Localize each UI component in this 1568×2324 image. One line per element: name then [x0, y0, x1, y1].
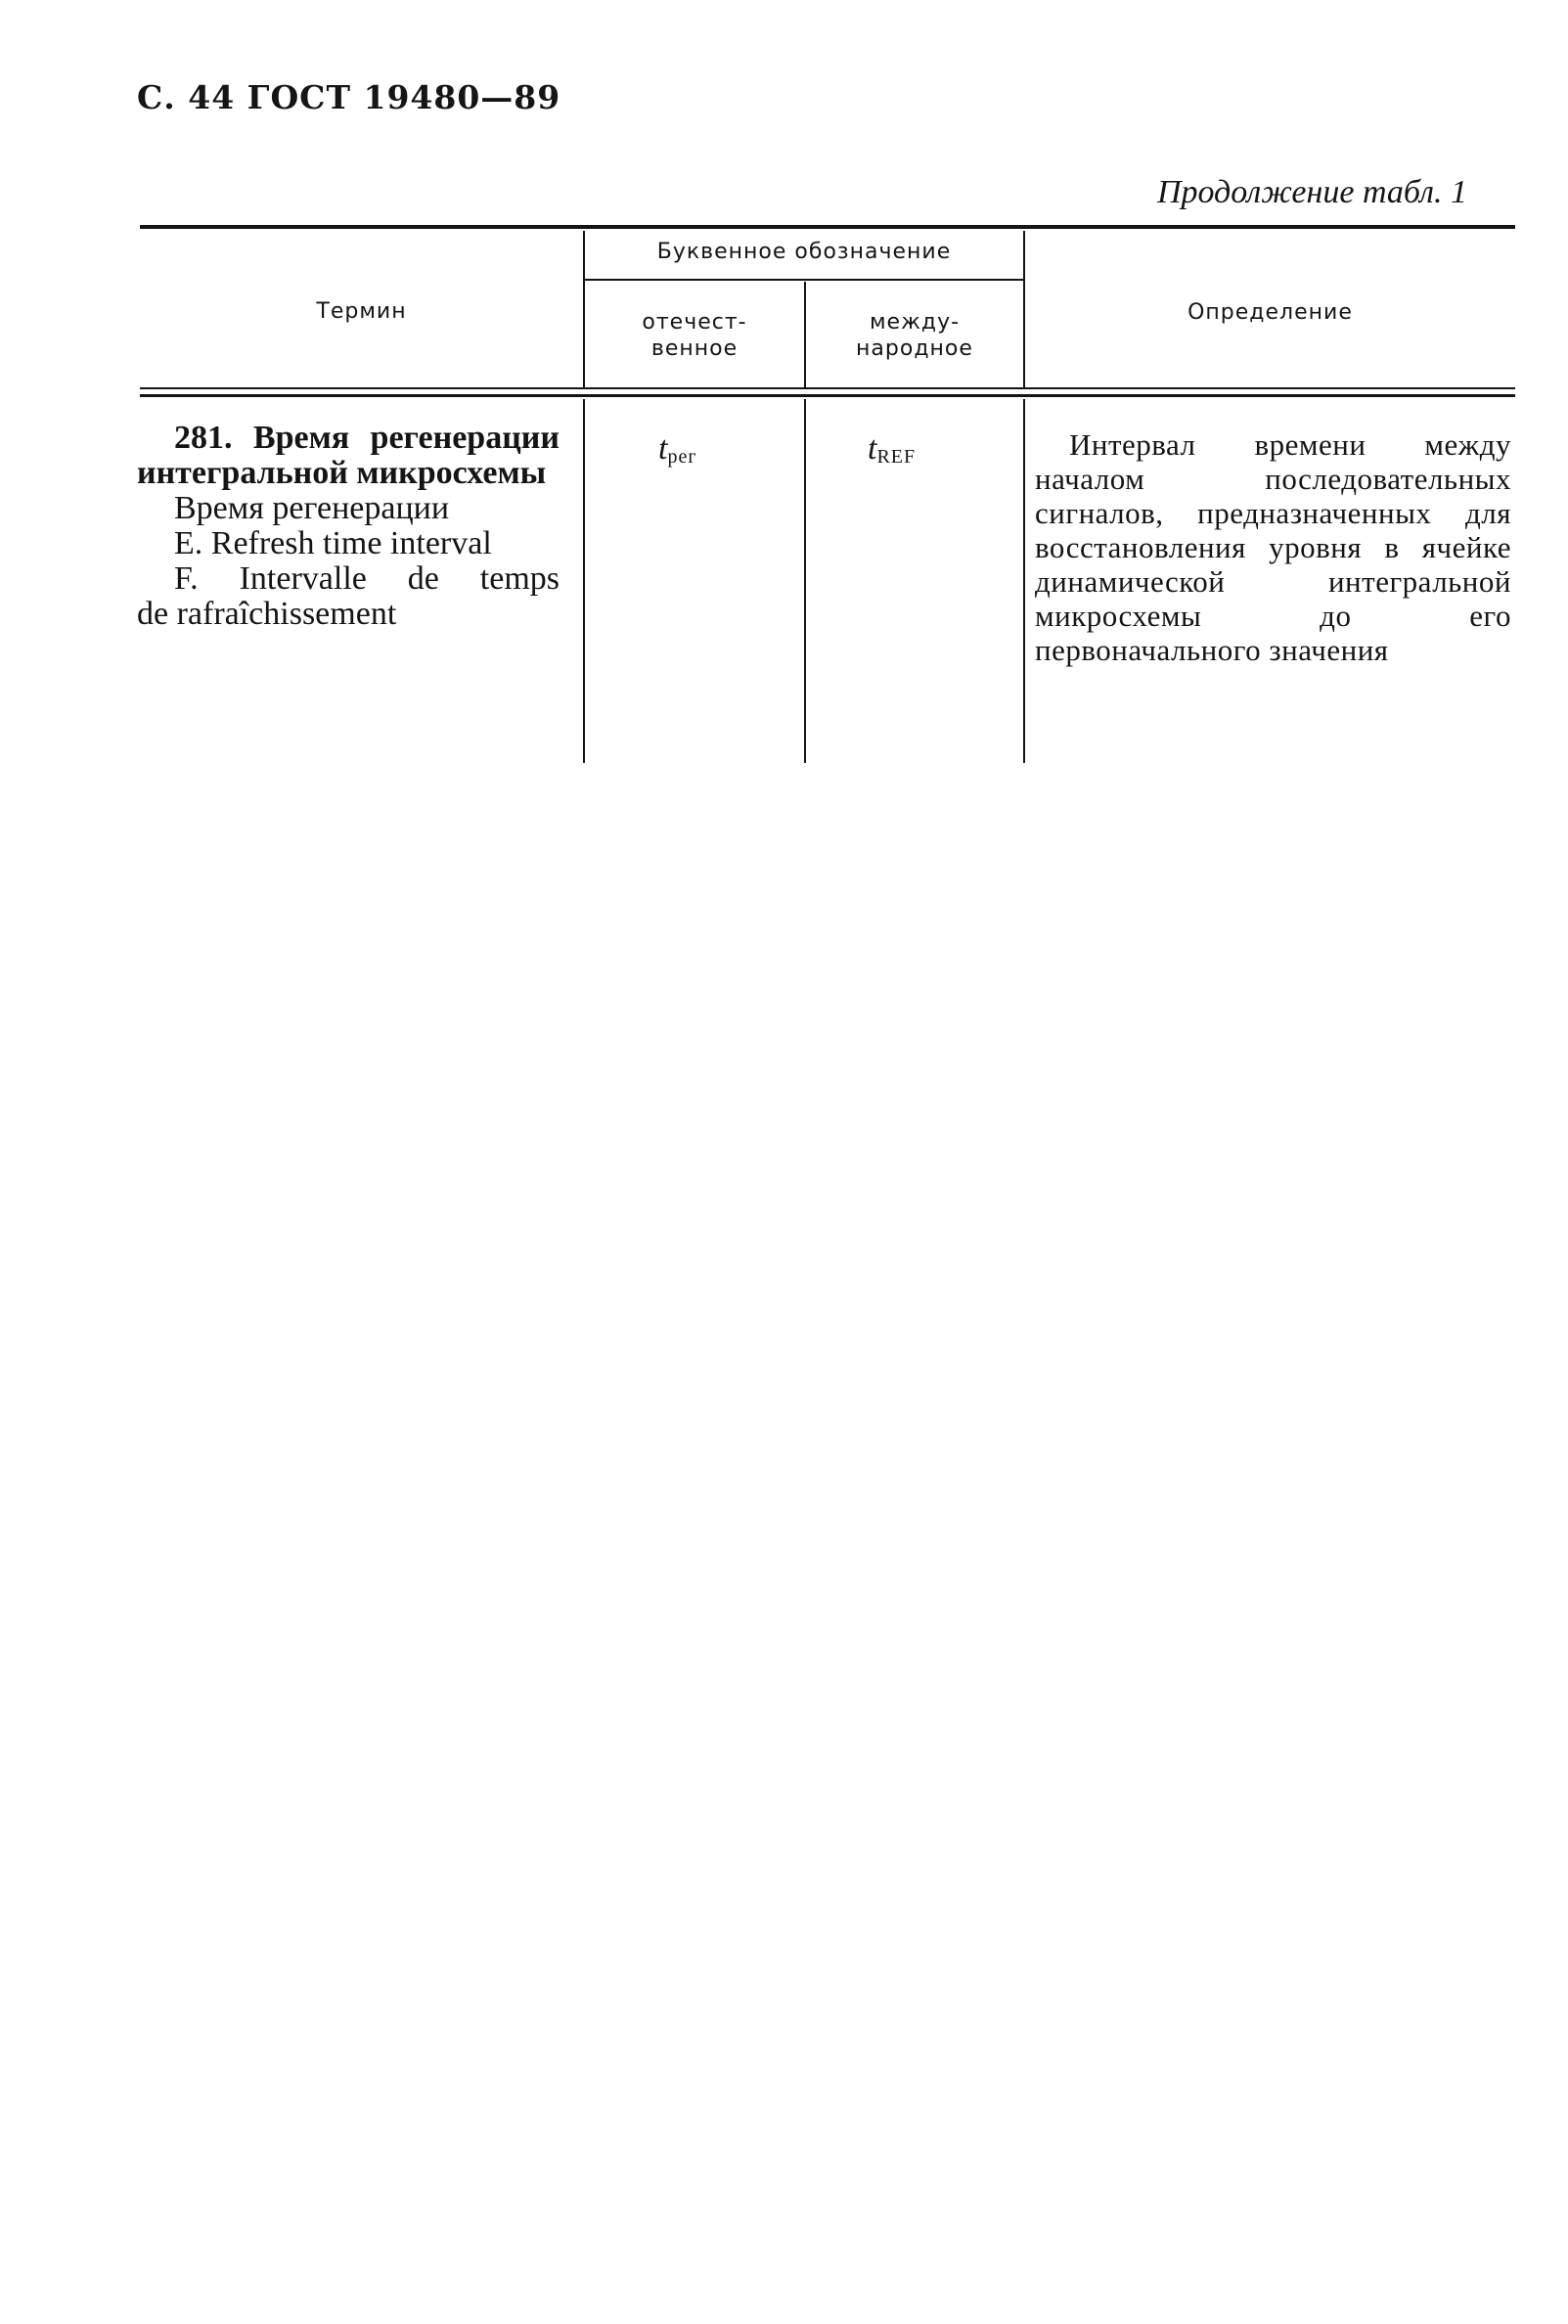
- international-symbol: [868, 430, 916, 469]
- term-french-line1: F. Intervalle de temps: [174, 560, 560, 597]
- table-row-term: [137, 421, 560, 632]
- column-header-international-line2: народное: [856, 336, 973, 361]
- body-column-divider-3: [1023, 399, 1025, 763]
- column-header-domestic-line1: отечест-: [642, 310, 747, 335]
- table-top-rule: [140, 225, 1515, 229]
- term-synonym: Время регенерации: [174, 490, 450, 526]
- column-header-term: Термин: [316, 299, 407, 324]
- international-symbol-sub: REF: [876, 446, 917, 468]
- domestic-symbol-sub: рег: [667, 446, 697, 468]
- definition-text: Интервал времени между началом последовательных сигналов, предназначенных для восстановления уровня в ячейке динамической интегральной микросхемы до его первоначального значения: [1035, 427, 1511, 667]
- domestic-symbol: [658, 430, 697, 469]
- column-header-letter-designation: Буквенное обозначение: [656, 240, 952, 264]
- page-header: С. 44 ГОСТ 19480—89: [137, 78, 561, 116]
- column-header-international-line1: между-: [869, 310, 961, 335]
- international-symbol-base: t: [868, 430, 877, 467]
- header-bottom-rule-double: [140, 394, 1515, 397]
- letter-designation-rule: [584, 279, 1023, 281]
- body-column-divider-2: [804, 399, 806, 763]
- term-number-title: 281. Время регенерации интегральной микросхемы: [137, 420, 560, 491]
- term-english: E. Refresh time interval: [174, 525, 492, 561]
- domestic-symbol-base: t: [658, 430, 668, 467]
- column-header-domestic-line2: венное: [650, 336, 739, 361]
- term-french-line2: de rafraîchissement: [137, 596, 397, 632]
- column-header-domestic: [585, 309, 804, 362]
- column-header-international: [806, 309, 1023, 362]
- body-column-divider-1: [583, 399, 585, 763]
- table-continuation-label: Продолжение табл. 1: [1156, 174, 1467, 210]
- column-header-definition: Определение: [1187, 300, 1353, 325]
- header-bottom-rule: [140, 387, 1515, 389]
